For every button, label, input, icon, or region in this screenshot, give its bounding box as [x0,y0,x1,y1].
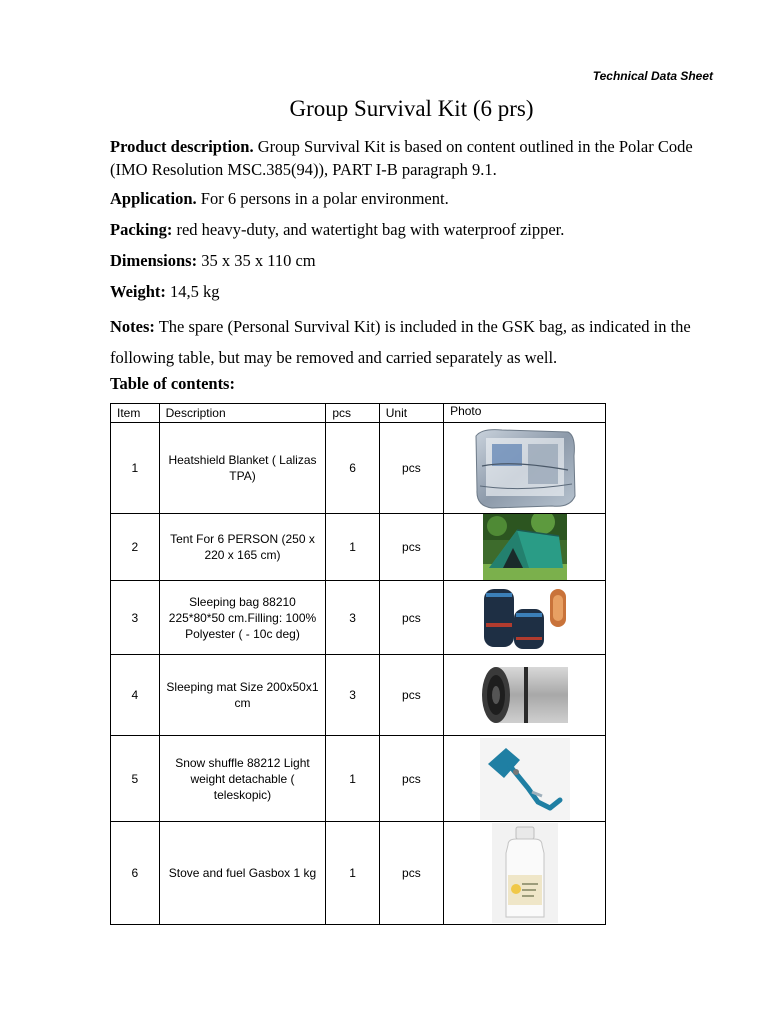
row-photo-cell [444,581,606,655]
header-unit: Unit [379,404,443,423]
row-item: 1 [111,423,160,514]
dimensions-text: 35 x 35 x 110 cm [197,251,316,270]
product-description-text: Group Survival Kit is based on content outlined in the Polar Code (IMO Resolution MSC.385(94)), PART I-B paragraph 9.1. [110,137,693,179]
dimensions-label: Dimensions: [110,251,198,270]
notes-paragraph [110,311,720,373]
row-description: Stove and fuel Gasbox 1 kg [159,822,326,925]
row-pcs: 3 [326,581,379,655]
snow-shovel-photo [480,738,570,820]
row-description: Snow shuffle 88212 Light weight detachable ( teleskopic) [159,736,326,822]
row-photo-cell [444,822,606,925]
row-unit: pcs [379,581,443,655]
row-pcs: 1 [326,514,379,581]
tent-photo [483,514,567,580]
table-row [111,581,606,655]
table-row [111,736,606,822]
row-unit: pcs [379,514,443,581]
weight-label: Weight: [110,282,166,301]
page-title: Group Survival Kit (6 prs) [289,96,534,121]
heatshield-blanket-photo [472,426,578,510]
table-row [111,655,606,736]
notes-text: The spare (Personal Survival Kit) is included in the GSK bag, as indicated in the following table, but may be removed and carried separately as well. [110,317,691,367]
row-pcs: 3 [326,655,379,736]
row-description: Tent For 6 PERSON (250 x 220 x 165 cm) [159,514,326,581]
application-paragraph [110,187,720,210]
notes-label: Notes: [110,317,155,336]
row-unit: pcs [379,655,443,736]
row-item: 3 [111,581,160,655]
sleeping-mat-photo [480,663,570,727]
table-row [111,423,606,514]
table-header-row [111,404,606,423]
row-photo-cell [444,736,606,822]
row-photo-cell [444,423,606,514]
dimensions-paragraph [110,249,720,272]
document-type-label: Technical Data Sheet [592,69,713,83]
weight-paragraph [110,280,720,303]
sleeping-bag-photo [474,583,576,653]
row-item: 4 [111,655,160,736]
header-description: Description [159,404,326,423]
row-unit: pcs [379,736,443,822]
fuel-bottle-photo [492,823,558,923]
row-description: Sleeping bag 88210 225*80*50 cm.Filling: 100% Polyester ( - 10c deg) [159,581,326,655]
product-description-paragraph [110,135,720,181]
packing-paragraph [110,218,720,241]
header-pcs: pcs [326,404,379,423]
row-pcs: 1 [326,736,379,822]
row-pcs: 1 [326,822,379,925]
row-photo-cell [444,514,606,581]
product-description-label: Product description. [110,137,254,156]
row-description: Heatshield Blanket ( Lalizas TPA) [159,423,326,514]
packing-text: red heavy-duty, and watertight bag with waterproof zipper. [172,220,565,239]
row-item: 6 [111,822,160,925]
header-photo: Photo [444,404,606,423]
contents-table [110,403,606,925]
row-unit: pcs [379,423,443,514]
row-item: 2 [111,514,160,581]
row-item: 5 [111,736,160,822]
row-unit: pcs [379,822,443,925]
packing-label: Packing: [110,220,173,239]
application-text: For 6 persons in a polar environment. [196,189,449,208]
row-photo-cell [444,655,606,736]
weight-text: 14,5 kg [165,282,220,301]
row-description: Sleeping mat Size 200x50x1 cm [159,655,326,736]
table-heading: Table of contents: [110,374,235,393]
row-pcs: 6 [326,423,379,514]
table-row [111,514,606,581]
table-row [111,822,606,925]
application-label: Application. [110,189,197,208]
header-item: Item [111,404,160,423]
